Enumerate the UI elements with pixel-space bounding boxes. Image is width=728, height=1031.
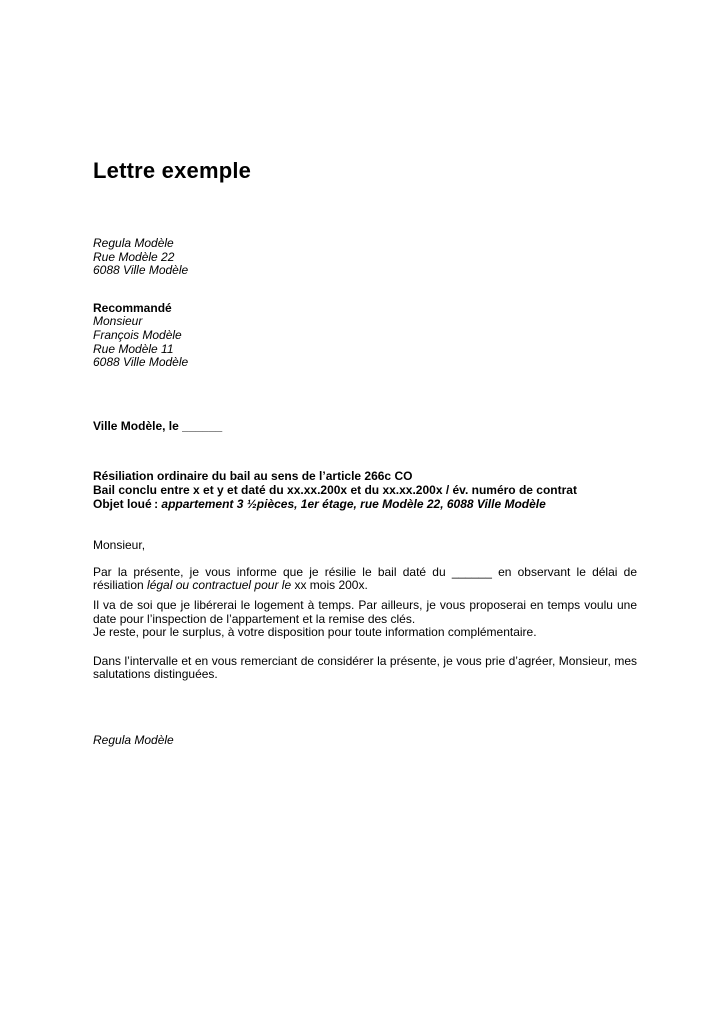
sender-address-line: 6088 Ville Modèle [93,263,189,278]
rented-object-value: appartement 3 ½pièces, 1er étage, rue Modèle 22, 6088 Ville Modèle [161,496,546,511]
subject-line-rented-object [93,498,637,512]
paragraph-closing: Dans l’intervalle et en vous remerciant de considérer la présente, je vous prie d’agréer, Monsieur, mes salutations distinguées. [93,653,637,682]
signature-name: Regula Modèle [93,732,174,747]
recipient-address-line: 6088 Ville Modèle [93,355,189,370]
paragraph-group-handover [93,599,637,640]
salutation: Monsieur, [93,538,146,553]
rented-object-label: Objet loué : [93,496,162,511]
paragraph-handover: Il va de soi que je libérerai le logement à temps. Par ailleurs, je vous proposerai en temps voulu une date pour l’inspection de l’appartement et la remise des clés. [93,597,637,626]
recipient-address-line: François Modèle [93,327,182,342]
subject-block [93,470,637,511]
sender-address-line: Regula Modèle [93,236,174,250]
sender-address [93,237,637,278]
page-title: Lettre exemple [93,158,252,183]
place-date-line: Ville Modèle, le ______ [93,418,223,433]
sender-address-line: Rue Modèle 22 [93,249,175,264]
recipient-address-line: Rue Modèle 11 [93,341,174,356]
subject-line-termination: Résiliation ordinaire du bail au sens de l’article 266c CO [93,469,413,484]
termination-text-end: xx mois 200x. [291,578,368,593]
recipient-address-line: Monsieur [93,314,143,329]
recipient-address [93,302,637,370]
termination-text-emphasis: légal ou contractuel pour le [147,578,292,593]
subject-line-contract: Bail conclu entre x et y et daté du xx.xx.200x et du xx.xx.200x / év. numéro de contrat [93,482,577,497]
termination-text: Par la présente, je vous informe que je résilie le bail daté du ______ en observant le délai de résiliation [93,564,637,593]
registered-mail-label: Recommandé [93,300,172,315]
paragraph-termination-notice [93,566,637,593]
paragraph-availability: Je reste, pour le surplus, à votre disposition pour toute information complémentaire. [93,625,537,640]
